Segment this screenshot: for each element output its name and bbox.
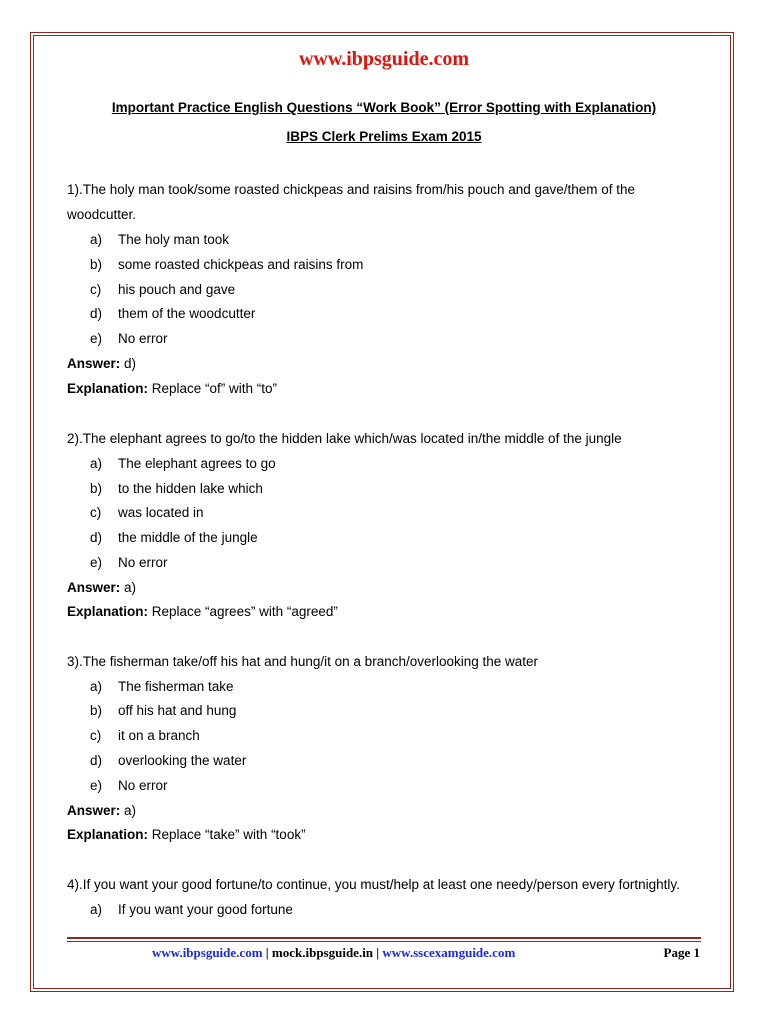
question-3-stem: 3).The fisherman take/off his hat and hung/it on a branch/overlooking the water — [67, 654, 539, 669]
option-text: If you want your good fortune — [118, 902, 293, 917]
option-letter: d) — [90, 306, 103, 321]
option-letter: b) — [90, 703, 103, 718]
document-title: Important Practice English Questions “Work Book” (Error Spotting with Explanation) — [111, 100, 657, 115]
explanation-text: Replace “agrees” with “agreed” — [148, 604, 338, 619]
question-2-stem: 2).The elephant agrees to go/to the hidden lake which/was located in/the middle of the jungle — [67, 431, 622, 446]
option-text: The fisherman take — [118, 679, 234, 694]
question-1-answer — [67, 356, 136, 371]
question-1-option-a — [90, 232, 229, 247]
page-number: Page 1 — [663, 945, 700, 960]
answer-value: a) — [120, 580, 137, 595]
question-3-explanation — [67, 827, 306, 842]
option-letter: d) — [90, 753, 103, 768]
option-letter: e) — [90, 555, 103, 570]
question-3-option-c — [90, 728, 200, 743]
option-text: No error — [118, 331, 168, 346]
question-1-explanation — [67, 381, 277, 396]
explanation-label: Explanation: — [67, 381, 149, 396]
option-letter: c) — [90, 282, 102, 297]
answer-label: Answer: — [67, 803, 121, 818]
explanation-label: Explanation: — [67, 827, 149, 842]
option-text: overlooking the water — [118, 753, 247, 768]
answer-value: d) — [120, 356, 137, 371]
question-1-option-e — [90, 331, 168, 346]
question-1-option-d — [90, 306, 255, 321]
option-text: No error — [118, 778, 168, 793]
question-3-option-e — [90, 778, 168, 793]
question-1-stem: 1).The holy man took/some roasted chickpeas and raisins from/his pouch and gave/them of the — [67, 182, 636, 197]
explanation-text: Replace “of” with “to” — [148, 381, 278, 396]
question-3-option-a — [90, 679, 234, 694]
question-4-stem: 4).If you want your good fortune/to continue, you must/help at least one needy/person every fortnightly. — [67, 877, 680, 892]
explanation-text: Replace “take” with “took” — [148, 827, 306, 842]
option-letter: b) — [90, 481, 103, 496]
option-text: The holy man took — [118, 232, 230, 247]
question-4-option-a — [90, 902, 293, 917]
option-letter: a) — [90, 232, 103, 247]
question-3-option-b — [90, 703, 236, 718]
option-letter: c) — [90, 505, 102, 520]
footer-rule-thin — [67, 941, 701, 942]
option-letter: a) — [90, 456, 103, 471]
option-text: it on a branch — [118, 728, 200, 743]
explanation-label: Explanation: — [67, 604, 149, 619]
question-3-answer — [67, 803, 136, 818]
option-text: The elephant agrees to go — [118, 456, 276, 471]
option-letter: e) — [90, 778, 103, 793]
answer-label: Answer: — [67, 356, 121, 371]
option-letter: e) — [90, 331, 103, 346]
question-1-option-b — [90, 257, 363, 272]
footer-rule — [67, 937, 701, 939]
option-text: the middle of the jungle — [118, 530, 258, 545]
document-subtitle: IBPS Clerk Prelims Exam 2015 — [286, 129, 482, 144]
question-2-answer — [67, 580, 136, 595]
option-text: them of the woodcutter — [118, 306, 256, 321]
question-2-option-e — [90, 555, 168, 570]
footer-link-ibpsguide[interactable]: www.ibpsguide.com — [152, 945, 263, 960]
option-text: to the hidden lake which — [118, 481, 263, 496]
option-letter: c) — [90, 728, 102, 743]
question-1-option-c — [90, 282, 235, 297]
question-2-explanation — [67, 604, 338, 619]
footer-links — [152, 945, 515, 961]
option-text: No error — [118, 555, 168, 570]
footer-link-sscexamguide[interactable]: www.sscexamguide.com — [382, 945, 516, 960]
question-3-option-d — [90, 753, 246, 768]
option-text: off his hat and hung — [118, 703, 237, 718]
option-text: his pouch and gave — [118, 282, 236, 297]
footer-separator-text: | mock.ibpsguide.in | — [262, 945, 383, 960]
option-letter: d) — [90, 530, 103, 545]
question-2-option-c — [90, 505, 204, 520]
answer-value: a) — [120, 803, 137, 818]
option-letter: a) — [90, 902, 103, 917]
answer-label: Answer: — [67, 580, 121, 595]
question-1-stem-continued: woodcutter. — [67, 207, 137, 222]
question-2-option-b — [90, 481, 263, 496]
site-header[interactable]: www.ibpsguide.com — [298, 48, 470, 70]
question-2-option-a — [90, 456, 276, 471]
option-text: some roasted chickpeas and raisins from — [118, 257, 364, 272]
option-text: was located in — [118, 505, 204, 520]
question-2-option-d — [90, 530, 258, 545]
option-letter: a) — [90, 679, 103, 694]
option-letter: b) — [90, 257, 103, 272]
